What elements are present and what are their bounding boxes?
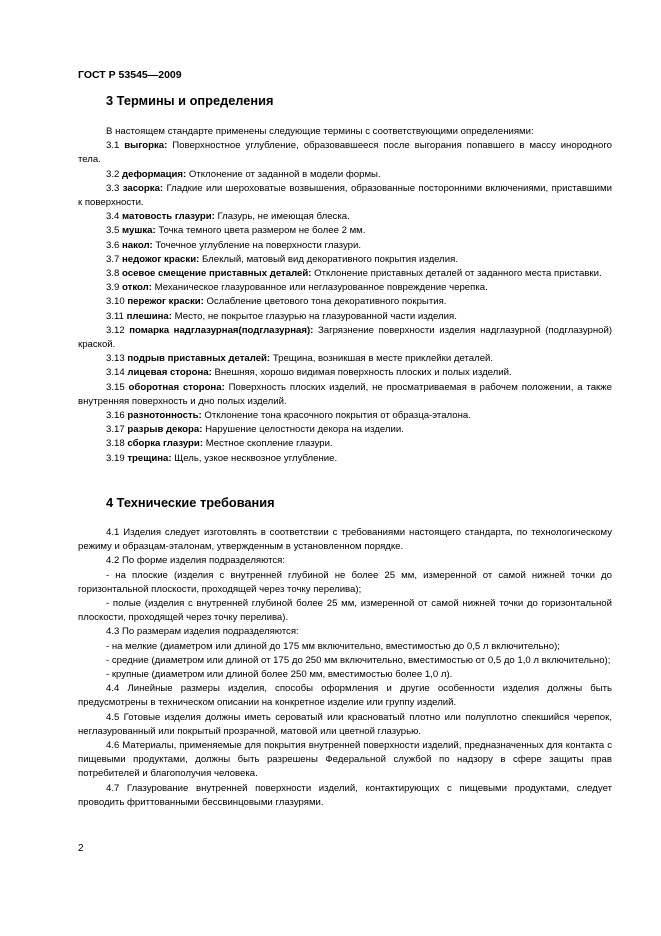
term-definition xyxy=(78,381,612,409)
term-name: засорка: xyxy=(122,182,164,194)
term-number: 3.17 xyxy=(106,424,125,436)
requirement-paragraph: - крупные (диаметром или длиной более 250 мм, вместимостью более 1,0 л). xyxy=(106,669,453,681)
term-text: Точечное углубление на поверхности глазури. xyxy=(155,239,362,251)
requirement-paragraph: 4.4 Линейные размеры изделия, способы оформления и другие особенности изделия должны быть предусмотрены в техническом описании на конкретное изделие или группу изделий. xyxy=(78,683,612,709)
term-name: пережог краски: xyxy=(127,296,204,308)
term-definition xyxy=(78,281,612,295)
term-text: Щель, узкое несквозное углубление. xyxy=(174,452,338,464)
term-name: откол: xyxy=(122,282,152,294)
term-definition xyxy=(78,210,612,224)
term-definition xyxy=(78,182,612,210)
term-number: 3.9 xyxy=(106,282,120,294)
term-number: 3.4 xyxy=(106,211,120,223)
requirement-paragraph: 4.3 По размерам изделия подразделяются: xyxy=(106,626,299,638)
term-text: Ослабление цветового тона декоративного покрытия. xyxy=(206,296,447,308)
term-number: 3.6 xyxy=(106,239,120,251)
requirement-paragraph: - на мелкие (диаметром или длиной до 175 мм включительно, вместимостью до 0,5 л включительно); xyxy=(106,640,560,652)
term-definition xyxy=(78,352,612,366)
term-number: 3.11 xyxy=(106,310,124,322)
term-name: деформация: xyxy=(122,168,187,180)
term-name: лицевая сторона: xyxy=(127,367,212,379)
section-3-body xyxy=(78,125,612,466)
term-definition xyxy=(78,168,612,182)
term-text: Блеклый, матовый вид декоративного покрытия изделия. xyxy=(201,253,458,265)
requirement-paragraph: - средние (диаметром или длиной от 175 до 250 мм включительно, вместимостью от 0,5 до 1,0 л включительно); xyxy=(106,654,611,666)
term-name: разнотонность: xyxy=(127,410,202,422)
section-3-intro: В настоящем стандарте применены следующие термины с соответствующими определениями: xyxy=(106,126,534,137)
section-4-title: 4 Технические требования xyxy=(106,495,275,510)
requirements-list xyxy=(78,526,612,810)
requirement-paragraph: 4.1 Изделия следует изготовлять в соответствии с требованиями настоящего стандарта, по технологическому режиму и образцам-эталонам, утвержденным в установленном порядке. xyxy=(78,527,612,553)
term-text: Отклонение тона красочного покрытия от образца-эталона. xyxy=(204,410,471,422)
term-definition xyxy=(78,310,612,324)
term-definition xyxy=(78,423,612,437)
term-number: 3.12 xyxy=(106,324,125,336)
requirement-paragraph: 4.5 Готовые изделия должны иметь сероватый или красноватый плотно или полуплотно спекшийся черепок, неглазурованный или покрытый прозрачной, матовой или цветной глазурью. xyxy=(78,711,612,737)
requirement-paragraph: - на плоские (изделия с внутренней глубиной не более 25 мм, измеренной от самой нижней точки до горизонтальной плоскости, проходящей через точку перелива); xyxy=(78,569,612,595)
term-name: разрыв декора: xyxy=(127,424,203,436)
term-name: оборотная сторона: xyxy=(128,381,225,393)
term-number: 3.19 xyxy=(106,452,125,464)
term-definition xyxy=(78,239,612,253)
term-number: 3.5 xyxy=(106,225,120,237)
section-4-body xyxy=(78,526,612,810)
term-text: Отклонение от заданной в модели формы. xyxy=(188,168,381,180)
term-definition xyxy=(78,437,612,451)
term-definition xyxy=(78,366,612,380)
term-definition xyxy=(78,224,612,238)
term-number: 3.18 xyxy=(106,438,125,450)
term-number: 3.10 xyxy=(106,296,125,308)
requirement-paragraph: - полые (изделия с внутренней глубиной более 25 мм, измеренной от самой нижней точки до горизонтальной плоскости, проходящей через точку перелива). xyxy=(78,598,612,624)
term-name: матовость глазури: xyxy=(122,211,215,223)
requirement-paragraph: 4.6 Материалы, применяемые для покрытия внутренней поверхности изделий, предназначенных для контакта с пищевыми продуктами, должны быть разрешены Федеральной службой по надзору в сфере защиты прав потребителей и благополучия человека. xyxy=(78,740,612,780)
term-definition xyxy=(78,452,612,466)
term-definition xyxy=(78,295,612,309)
term-name: помарка надглазурная(подглазурная): xyxy=(129,324,314,336)
term-text: Местное скопление глазури. xyxy=(205,438,333,450)
term-name: накол: xyxy=(122,239,153,251)
term-number: 3.14 xyxy=(106,367,125,379)
term-number: 3.3 xyxy=(106,182,120,194)
term-number: 3.16 xyxy=(106,410,125,422)
term-text: Трещина, возникшая в месте приклейки деталей. xyxy=(272,353,494,365)
terms-list xyxy=(78,139,612,466)
term-definition xyxy=(78,267,612,281)
term-number: 3.7 xyxy=(106,253,120,265)
term-definition xyxy=(78,253,612,267)
term-name: трещина: xyxy=(127,452,172,464)
page-number: 2 xyxy=(78,843,84,854)
term-text: Нарушение целостности декора на изделии. xyxy=(205,424,404,436)
term-name: сборка глазури: xyxy=(127,438,204,450)
term-definition xyxy=(78,139,612,167)
term-definition xyxy=(78,409,612,423)
term-name: выгорка: xyxy=(124,140,168,152)
term-text: Место, не покрытое глазурью на глазурованной части изделия. xyxy=(174,310,457,322)
term-number: 3.15 xyxy=(106,381,125,393)
requirement-paragraph: 4.7 Глазурование внутренней поверхности изделий, контактирующих с пищевыми продуктами, следует проводить фриттованными бессвинцовыми глазурями. xyxy=(78,782,612,808)
term-number: 3.8 xyxy=(106,268,120,280)
term-number: 3.2 xyxy=(106,168,120,180)
term-text: Загрязнение поверхности изделия надглазурной (подглазурной) краской. xyxy=(78,324,613,351)
section-3-title: 3 Термины и определения xyxy=(106,93,274,108)
term-text: Внешняя, хорошо видимая поверхность плоских и полых изделий. xyxy=(214,367,512,379)
term-name: подрыв приставных деталей: xyxy=(127,353,271,365)
requirement-paragraph: 4.2 По форме изделия подразделяются: xyxy=(106,555,286,567)
term-name: мушка: xyxy=(122,225,156,237)
term-text: Гладкие или шероховатые возвышения, образованные посторонними включениями, приставшими к поверхности. xyxy=(78,182,612,209)
term-name: плешина: xyxy=(126,310,172,322)
document-header: ГОСТ Р 53545—2009 xyxy=(78,69,182,81)
term-text: Отклонение приставных деталей от заданного места приставки. xyxy=(314,268,602,280)
term-number: 3.1 xyxy=(106,140,120,152)
term-name: недожог краски: xyxy=(122,253,200,265)
term-definition xyxy=(78,324,612,352)
term-text: Поверхность плоских изделий, не просматриваемая в рабочем положении, а также внутренняя поверхность и дно полых изделий. xyxy=(78,381,612,407)
term-text: Механическое глазурованное или неглазурованное повреждение черепка. xyxy=(154,282,488,294)
term-text: Поверхностное углубление, образовавшееся после выгорания попавшего в массу инородного тела. xyxy=(78,140,613,166)
term-text: Точка темного цвета размером не более 2 мм. xyxy=(158,225,366,237)
term-text: Глазурь, не имеющая блеска. xyxy=(217,211,350,223)
term-name: осевое смещение приставных деталей: xyxy=(122,268,312,280)
term-number: 3.13 xyxy=(106,353,125,365)
